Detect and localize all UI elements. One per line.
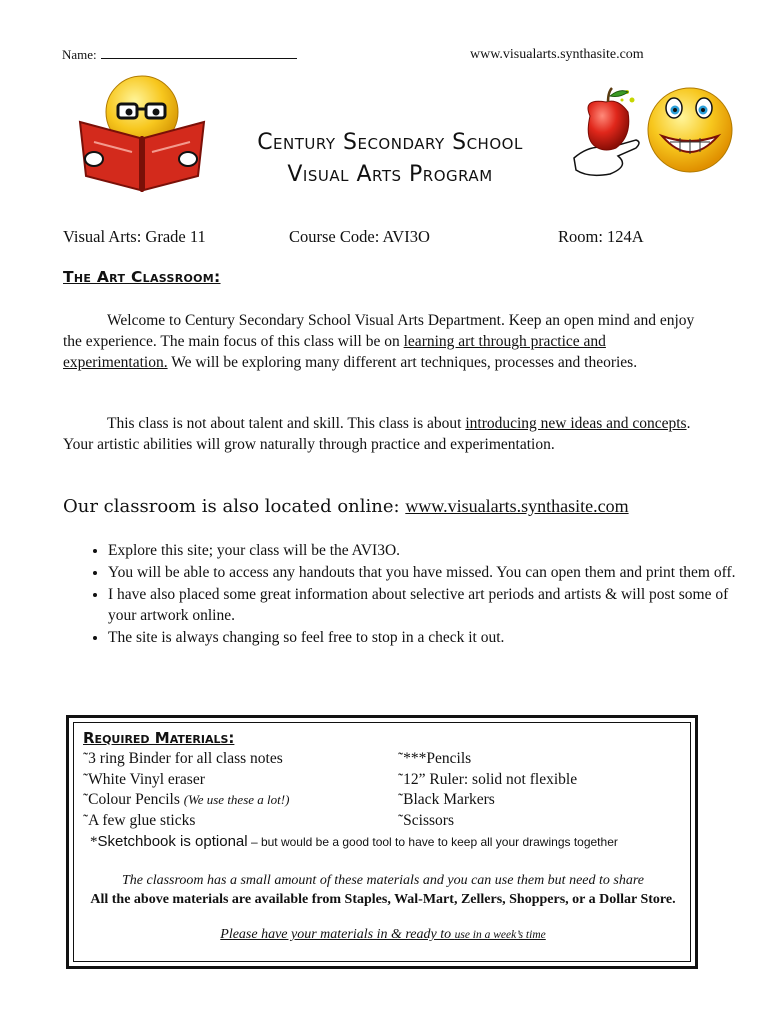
header-website: www.visualarts.synthasite.com — [470, 47, 644, 62]
sketchbook-note: *Sketchbook is optional – but would be a good tool to have to keep all your drawings together — [90, 833, 618, 850]
emphasis-underline: introducing new ideas and concepts — [465, 415, 687, 432]
materials-right-column — [398, 749, 577, 831]
list-item: • The site is always changing so feel free to stop in a check it out. — [108, 627, 758, 648]
list-item: • I have also placed some great information about selective art periods and artists & will post some of your artwork online. — [108, 584, 758, 626]
materials-left-column — [83, 749, 289, 831]
material-item: ˜Colour Pencils (We use these a lot!) — [83, 791, 290, 808]
welcome-paragraph: Welcome to Century Secondary School Visual Arts Department. Keep an open mind and enjoy the experience. The main focus of this class will be on learning art through practice and experimentation. We will be exploring many different art techniques, processes and theories. — [63, 312, 695, 371]
name-field — [62, 47, 297, 63]
material-item: ˜***Pencils — [398, 750, 472, 767]
talent-paragraph: This class is not about talent and skill. This class is about introducing new ideas and concepts. Your artistic abilities will grow naturally through practice and experimentation. — [63, 415, 691, 453]
online-location: Our classroom is also located online: www.visualarts.synthasite.com — [63, 496, 629, 517]
materials-deadline: Please have your materials in & ready to use in a week’s time — [220, 927, 546, 942]
course-code: Course Code: AVI3O — [289, 227, 430, 246]
program-title: Visual Arts Program — [287, 162, 493, 187]
name-blank-line — [101, 47, 297, 59]
name-label: Name: — [62, 47, 97, 62]
school-title: Century Secondary School — [257, 130, 523, 155]
course-subject: Visual Arts: Grade 11 — [63, 227, 206, 246]
smiley-with-apple-icon — [570, 86, 740, 186]
material-item: ˜A few glue sticks — [83, 811, 196, 829]
materials-heading: Required Materials: — [83, 729, 235, 747]
material-item: ˜3 ring Binder for all class notes — [83, 750, 283, 767]
material-item: ˜Scissors — [398, 811, 454, 829]
website-bullet-list — [63, 540, 758, 649]
material-item: ˜12” Ruler: solid not flexible — [398, 770, 578, 788]
website-link[interactable]: www.visualarts.synthasite.com — [405, 496, 629, 516]
materials-availability: All the above materials are available from Staples, Wal-Mart, Zellers, Shoppers, or a Dollar Store. — [90, 892, 676, 907]
colour-pencils-note: (We use these a lot!) — [183, 792, 290, 807]
list-item: • Explore this site; your class will be the AVI3O. — [108, 540, 758, 561]
classroom-materials-note: The classroom has a small amount of these materials and you can use them but need to share — [122, 873, 644, 888]
emphasis-underline: learning art through practice and experimentation. — [63, 333, 606, 371]
material-item: ˜Black Markers — [398, 791, 495, 808]
course-room: Room: 124A — [558, 227, 644, 246]
list-item: • You will be able to access any handouts that you have missed. You can open them and print them off. — [108, 562, 758, 583]
art-classroom-heading: The Art Classroom: — [63, 268, 221, 286]
material-item: ˜White Vinyl eraser — [83, 770, 205, 788]
